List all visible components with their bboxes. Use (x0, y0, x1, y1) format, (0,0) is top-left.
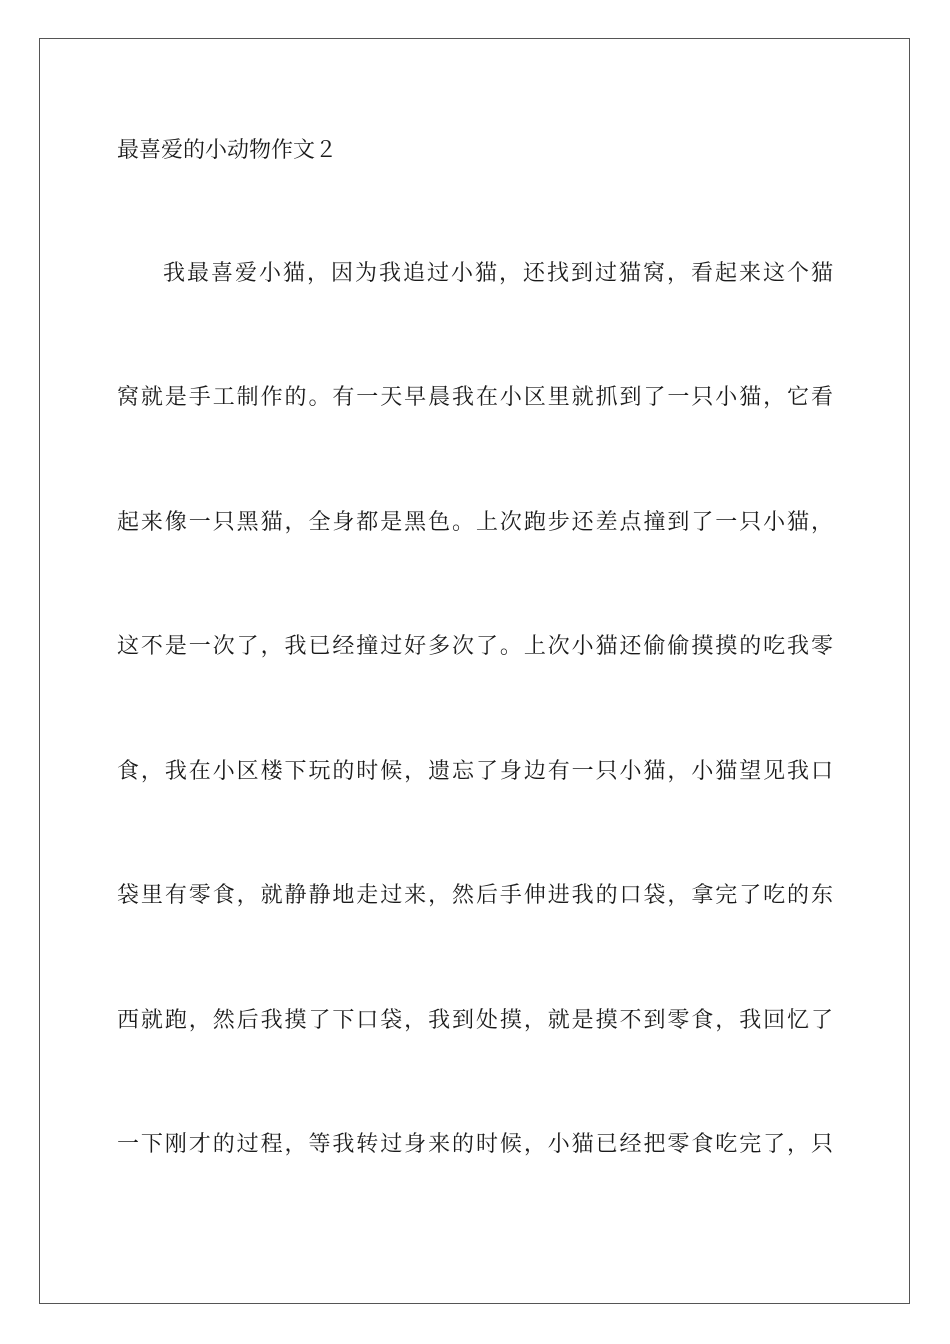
paragraph-line-1: 我最喜爱小猫，因为我追过小猫，还找到过猫窝，看起来这个猫 (163, 261, 833, 286)
paragraph-line-3: 起来像一只黑猫，全身都是黑色。上次跑步还差点撞到了一只小猫， (117, 510, 833, 535)
document-title: 最喜爱的小动物作文２ (117, 138, 338, 163)
paragraph-line-7: 西就跑，然后我摸了下口袋，我到处摸，就是摸不到零食，我回忆了 (117, 1008, 833, 1033)
paragraph-line-5: 食，我在小区楼下玩的时候，遗忘了身边有一只小猫，小猫望见我口 (117, 759, 833, 784)
paragraph-line-4: 这不是一次了，我已经撞过好多次了。上次小猫还偷偷摸摸的吃我零 (117, 634, 833, 659)
paragraph-line-8: 一下刚才的过程，等我转过身来的时候，小猫已经把零食吃完了，只 (117, 1132, 833, 1157)
paragraph-line-2: 窝就是手工制作的。有一天早晨我在小区里就抓到了一只小猫，它看 (117, 385, 833, 410)
page-border (39, 38, 910, 1304)
paragraph-line-6: 袋里有零食，就静静地走过来，然后手伸进我的口袋，拿完了吃的东 (117, 883, 833, 908)
